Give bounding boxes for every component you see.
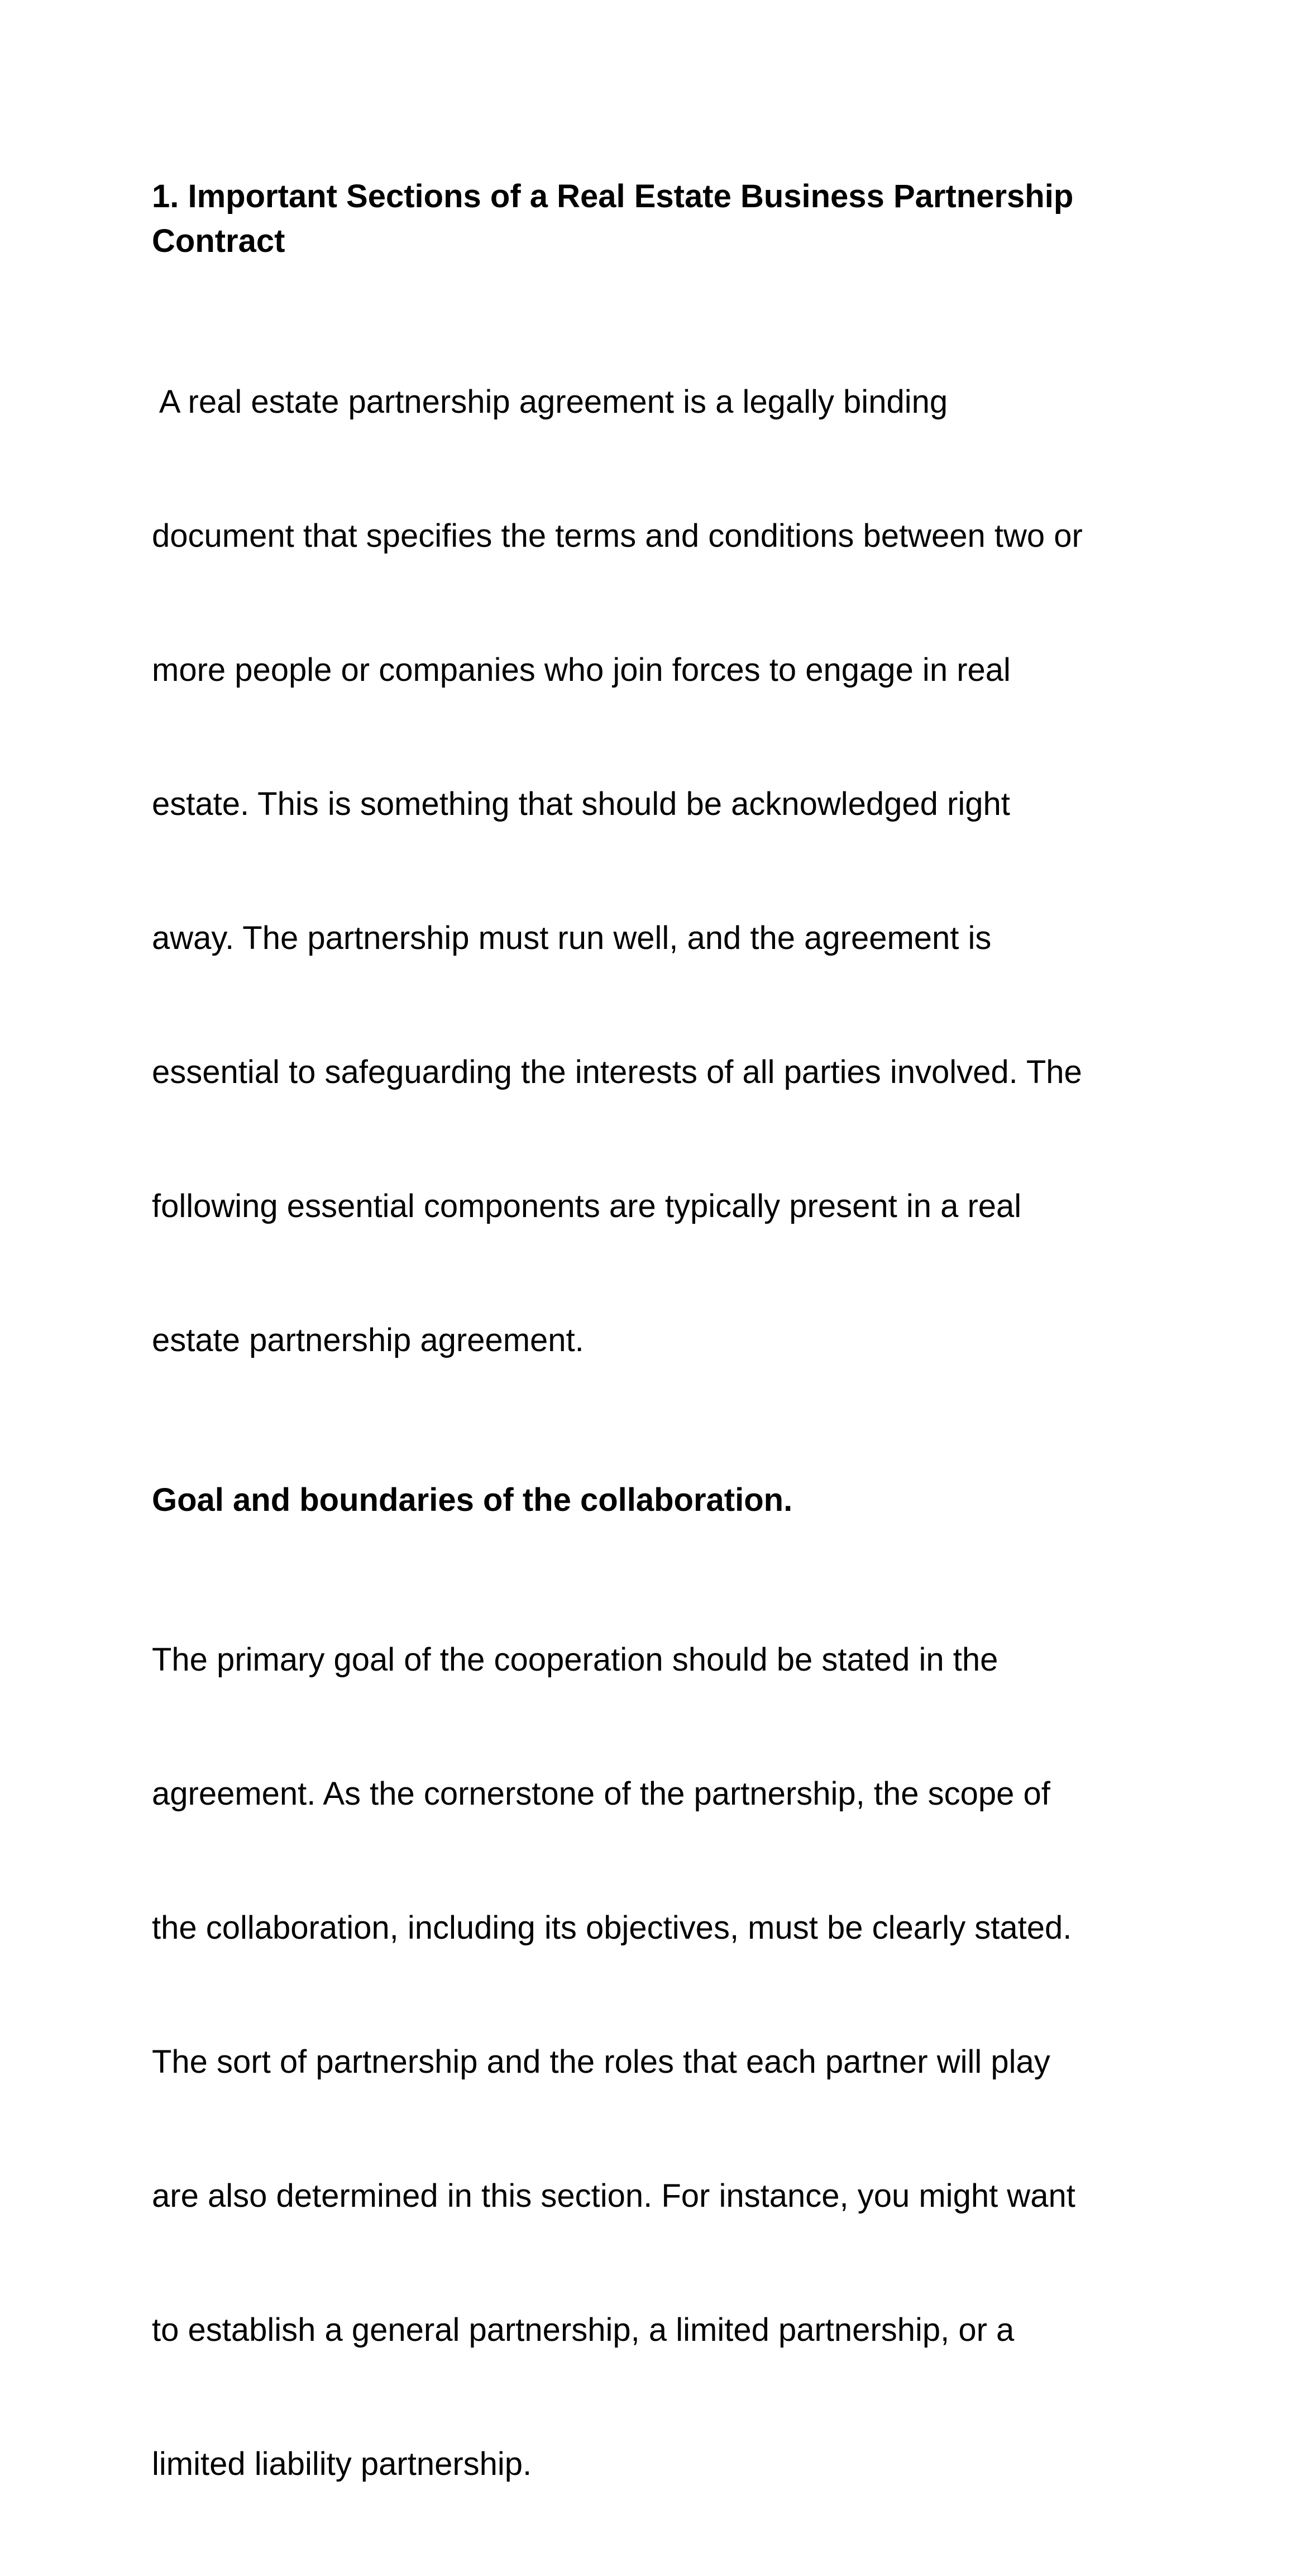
- paragraph-line: estate partnership agreement.: [152, 1322, 584, 1358]
- paragraph-line: agreement. As the cornerstone of the partnership, the scope of: [152, 1776, 1050, 1812]
- intro-paragraph: [152, 290, 1135, 1452]
- paragraph-line: The primary goal of the cooperation should be stated in the: [152, 1642, 998, 1678]
- section-heading: [152, 174, 1135, 264]
- heading-line: Contract: [152, 223, 285, 259]
- paragraph-line: limited liability partnership.: [152, 2446, 532, 2482]
- paragraph-line: to establish a general partnership, a limited partnership, or a: [152, 2312, 1015, 2348]
- subsection-heading: Goal and boundaries of the collaboration.: [152, 1482, 793, 1518]
- paragraph-line: A real estate partnership agreement is a legally binding: [152, 384, 948, 420]
- paragraph-line: the collaboration, including its objectives, must be clearly stated.: [152, 1910, 1072, 1946]
- paragraph-line: away. The partnership must run well, and the agreement is: [152, 920, 992, 956]
- spacer: [152, 264, 1135, 290]
- spacer: [152, 1452, 1135, 1478]
- paragraph-line: more people or companies who join forces to engage in real: [152, 652, 1011, 688]
- spacer: [152, 1523, 1135, 1548]
- heading-line: 1. Important Sections of a Real Estate Business Partnership: [152, 178, 1074, 214]
- goal-paragraph: [152, 1548, 1135, 2576]
- paragraph-line: following essential components are typically present in a real: [152, 1188, 1022, 1224]
- paragraph-line: are also determined in this section. For instance, you might want: [152, 2178, 1075, 2214]
- document-content: [152, 174, 1135, 2576]
- paragraph-line: document that specifies the terms and conditions between two or: [152, 518, 1083, 554]
- paragraph-line: estate. This is something that should be acknowledged right: [152, 786, 1010, 822]
- paragraph-line: The sort of partnership and the roles that each partner will play: [152, 2044, 1050, 2080]
- paragraph-line: essential to safeguarding the interests of all parties involved. The: [152, 1054, 1082, 1090]
